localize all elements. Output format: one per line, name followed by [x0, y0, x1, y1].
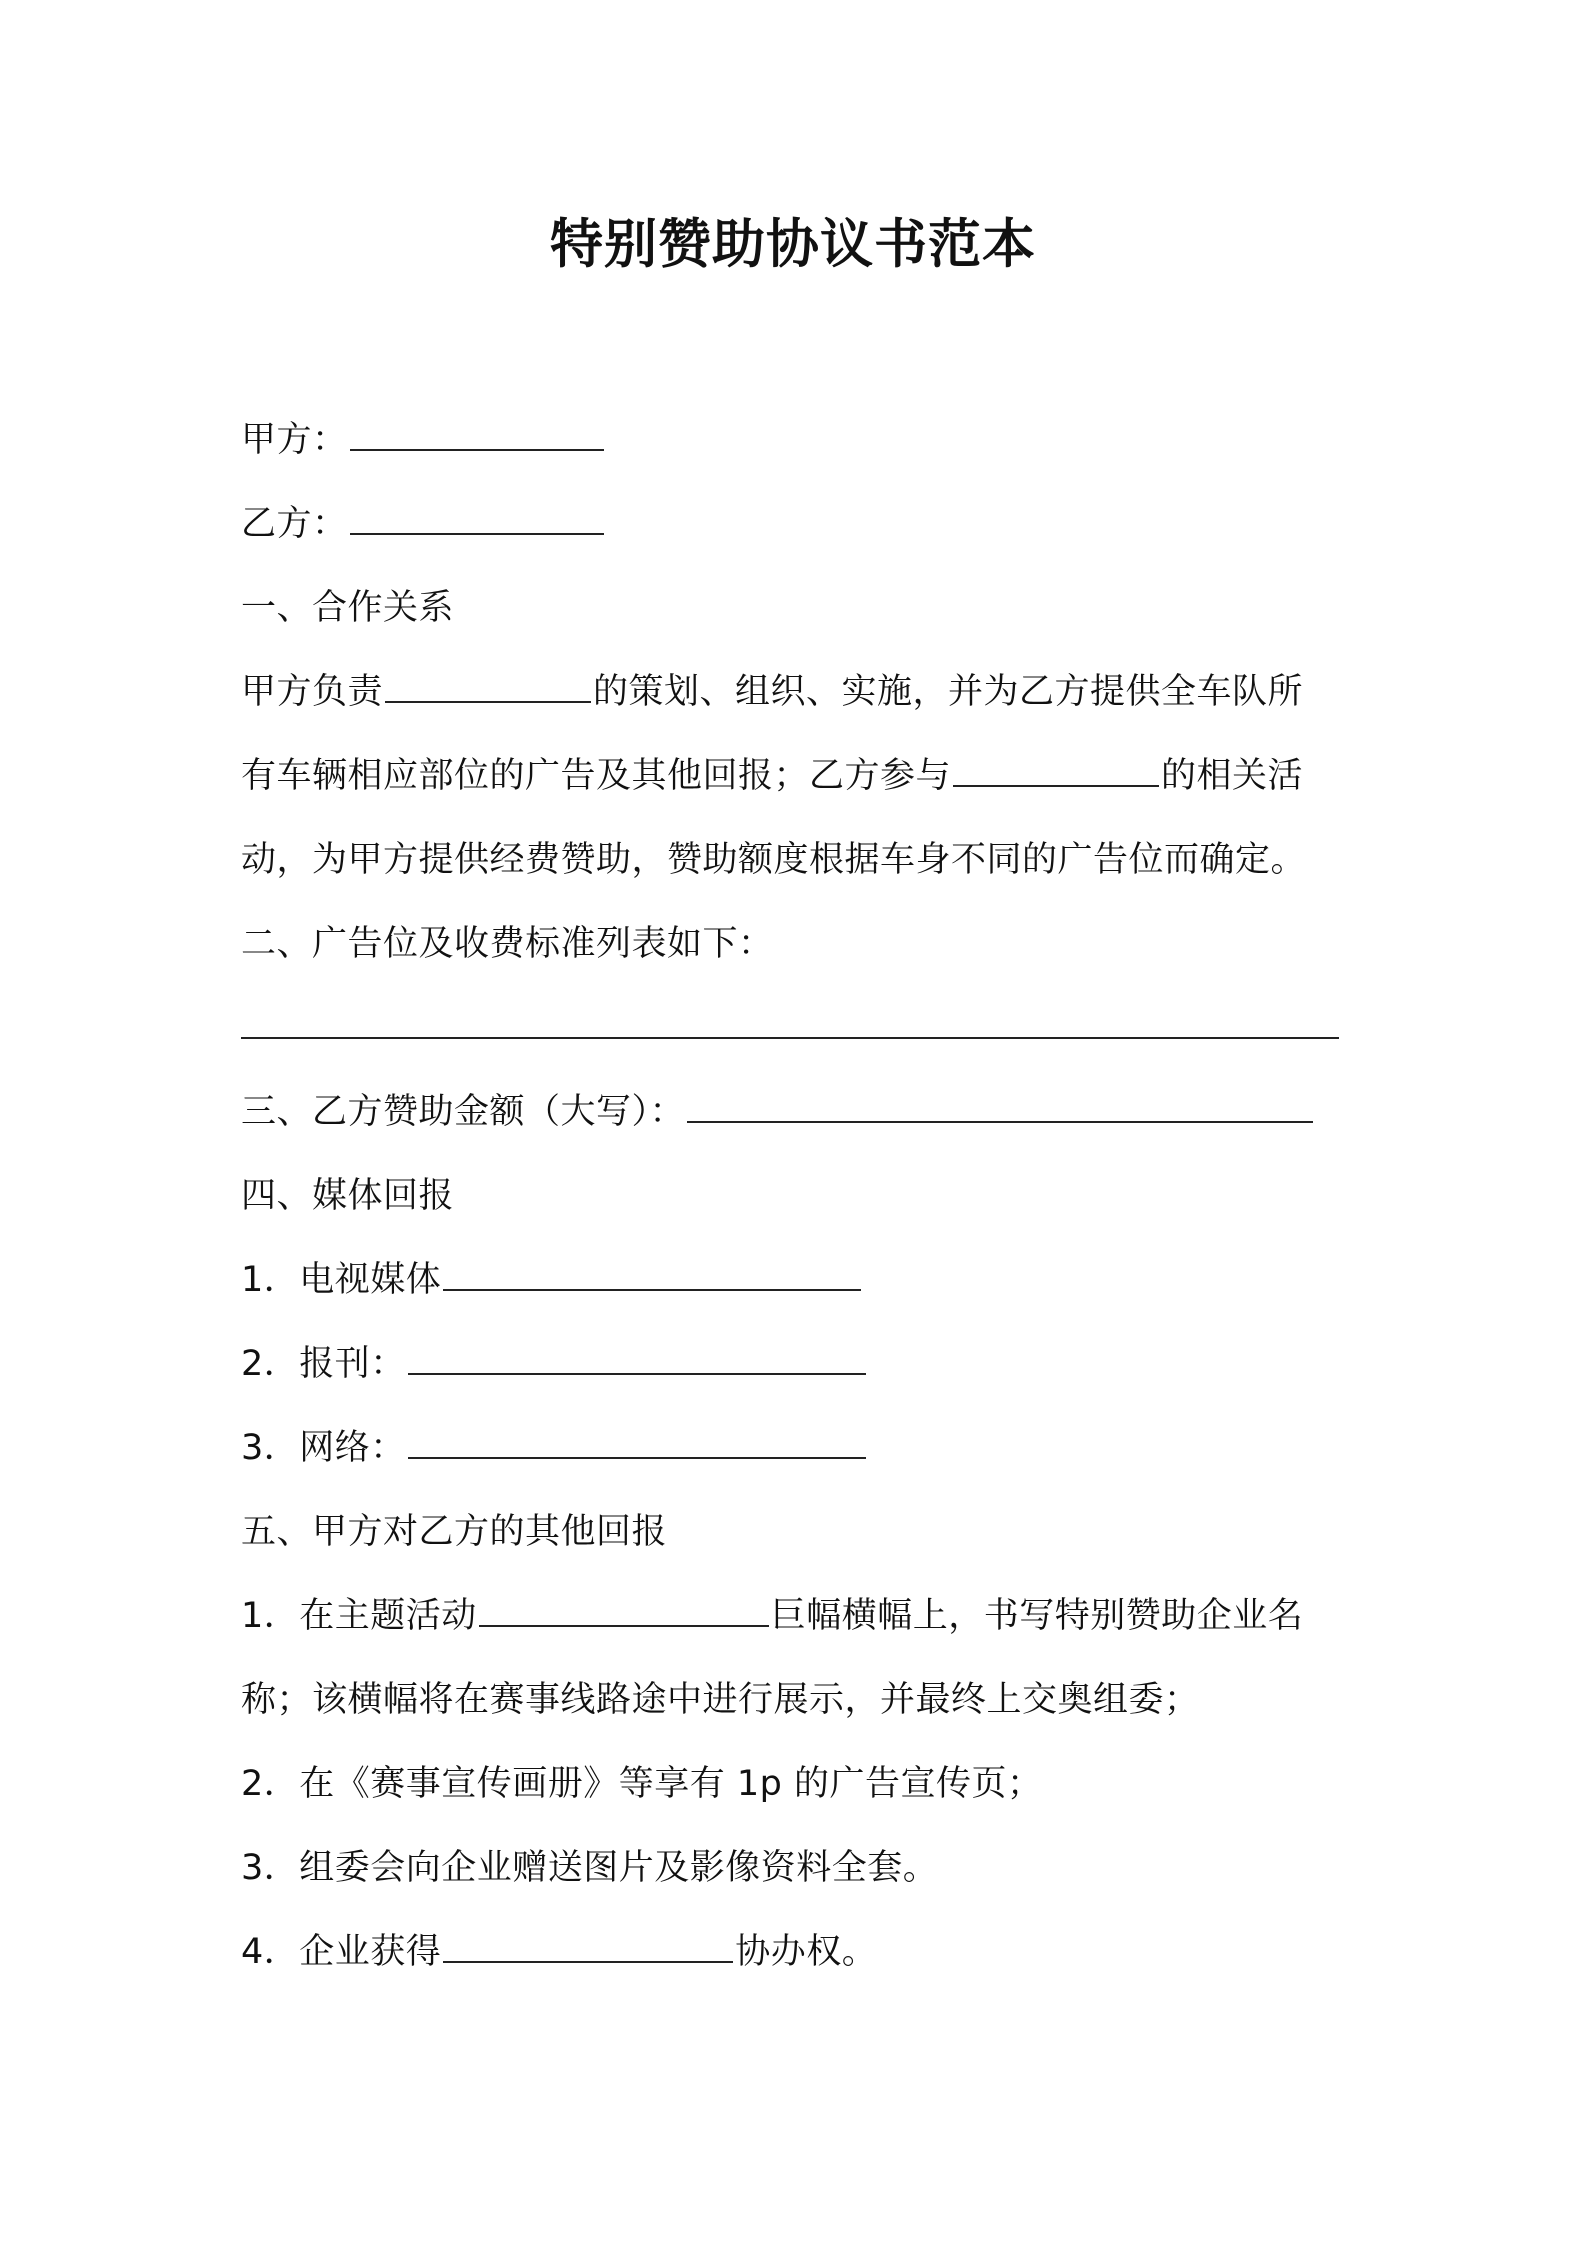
item4-line	[241, 1924, 1351, 1980]
section1-heading: 一、合作关系	[241, 588, 455, 628]
section3-line	[241, 1084, 1351, 1140]
sponsorship-amount-blank[interactable]	[687, 1093, 1313, 1123]
activity-name-blank[interactable]	[953, 757, 1159, 787]
item1-end: 巨幅横幅上，书写特别赞助企业名	[770, 1596, 1304, 1636]
item2-line: 2．在《赛事宣传画册》等享有 1p 的广告宣传页；	[241, 1764, 1043, 1804]
ad-pricing-blank[interactable]	[241, 1009, 1339, 1039]
section1-p2-end: 的相关活	[1161, 756, 1304, 796]
item1-line1	[241, 1588, 1351, 1644]
party-a-label: 甲方：	[241, 420, 348, 460]
party-b-line	[241, 496, 1351, 552]
section1-p1-start: 甲方负责	[241, 672, 384, 712]
party-b-blank[interactable]	[350, 505, 604, 535]
item4-end: 协办权。	[735, 1932, 878, 1972]
media-press-label: 2．报刊：	[241, 1344, 406, 1384]
media-tv-blank[interactable]	[443, 1261, 861, 1291]
media-press-line	[241, 1336, 1351, 1392]
media-web-line	[241, 1420, 1351, 1476]
item1-line2: 称；该横幅将在赛事线路途中进行展示，并最终上交奥组委；	[241, 1680, 1200, 1720]
event-name-blank[interactable]	[385, 673, 591, 703]
media-tv-label: 1．电视媒体	[241, 1260, 442, 1300]
theme-activity-blank[interactable]	[479, 1597, 769, 1627]
co-organizer-blank[interactable]	[443, 1933, 733, 1963]
section1-paragraph-line3: 动，为甲方提供经费赞助，赞助额度根据车身不同的广告位而确定。	[241, 840, 1307, 880]
media-web-label: 3．网络：	[241, 1428, 406, 1468]
party-a-blank[interactable]	[350, 421, 604, 451]
section5-heading: 五、甲方对乙方的其他回报	[241, 1512, 668, 1552]
section1-p1-end: 的策划、组织、实施，并为乙方提供全车队所	[593, 672, 1304, 712]
media-press-blank[interactable]	[408, 1345, 866, 1375]
party-b-label: 乙方：	[241, 504, 348, 544]
section2-heading: 二、广告位及收费标准列表如下：	[241, 924, 774, 964]
document-title: 特别赞助协议书范本	[550, 214, 1036, 275]
section1-p2-start: 有车辆相应部位的广告及其他回报；乙方参与	[241, 756, 952, 796]
item1-start: 1．在主题活动	[241, 1596, 477, 1636]
item3-line: 3．组委会向企业赠送图片及影像资料全套。	[241, 1848, 939, 1888]
party-a-line	[241, 412, 1351, 468]
media-web-blank[interactable]	[408, 1429, 866, 1459]
section1-paragraph-line1	[241, 664, 1351, 720]
ad-pricing-line	[241, 1000, 1351, 1056]
media-tv-line	[241, 1252, 1351, 1308]
section1-paragraph-line2	[241, 748, 1351, 804]
item4-start: 4．企业获得	[241, 1932, 442, 1972]
section4-heading: 四、媒体回报	[241, 1176, 455, 1216]
section3-label: 三、乙方赞助金额（大写）：	[241, 1092, 686, 1132]
